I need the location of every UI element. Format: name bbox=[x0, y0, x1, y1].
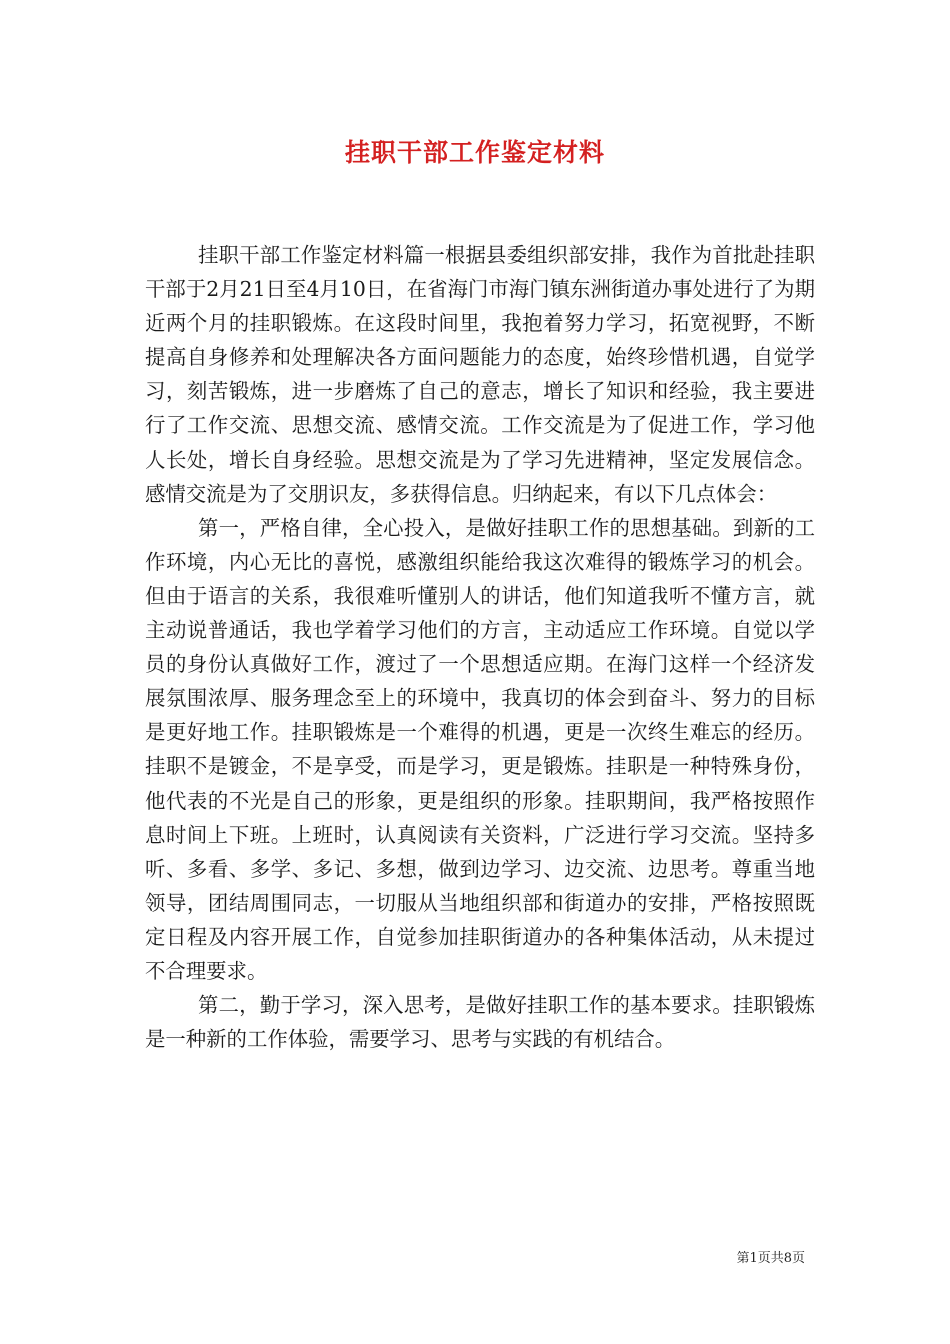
page-number: 第1页共8页 bbox=[736, 1251, 805, 1266]
paragraph-second-point: 第二，勤于学习，深入思考，是做好挂职工作的基本要求。挂职锻炼是一种新的工作体验，需要学习、思考与实践的有机结合。 bbox=[145, 993, 815, 1052]
document-body bbox=[145, 238, 815, 1056]
document-title: 挂职干部工作鉴定材料 bbox=[344, 138, 605, 167]
paragraph-first-point: 第一，严格自律，全心投入，是做好挂职工作的思想基础。到新的工作环境，内心无比的喜悦，感激组织能给我这次难得的锻炼学习的机会。但由于语言的关系，我很难听懂别人的讲话，他们知道我听不懂方言，就主动说普通话，我也学着学习他们的方言，主动适应工作环境。自觉以学员的身份认真做好工作，渡过了一个思想适应期。在海门这样一个经济发展氛围浓厚、服务理念至上的环境中，我真切的体会到奋斗、努力的目标是更好地工作。挂职锻炼是一个难得的机遇，更是一次终生难忘的经历。挂职不是镀金，不是享受，而是学习，更是锻炼。挂职是一种特殊身份，他代表的不光是自己的形象，更是组织的形象。挂职期间，我严格按照作息时间上下班。上班时，认真阅读有关资料，广泛进行学习交流。坚持多听、多看、多学、多记、多想，做到边学习、边交流、边思考。尊重当地领导，团结周围同志，一切服从当地组织部和街道办的安排，严格按照既定日程及内容开展工作，自觉参加挂职街道办的各种集体活动，从未提过不合理要求。 bbox=[145, 515, 815, 983]
paragraph-intro: 挂职干部工作鉴定材料篇一根据县委组织部安排，我作为首批赴挂职干部于2月21日至4月10日，在省海门市海门镇东洲街道办事处进行了为期近两个月的挂职锻炼。在这段时间里，我抱着努力学习，拓宽视野，不断提高自身修养和处理解决各方面问题能力的态度，始终珍惜机遇，自觉学习，刻苦锻炼，进一步磨炼了自己的意志，增长了知识和经验，我主要进行了工作交流、思想交流、感情交流。工作交流是为了促进工作，学习他人长处，增长自身经验。思想交流是为了学习先进精神，坚定发展信念。感情交流是为了交朋识友，多获得信息。归纳起来，有以下几点体会： bbox=[145, 243, 815, 506]
